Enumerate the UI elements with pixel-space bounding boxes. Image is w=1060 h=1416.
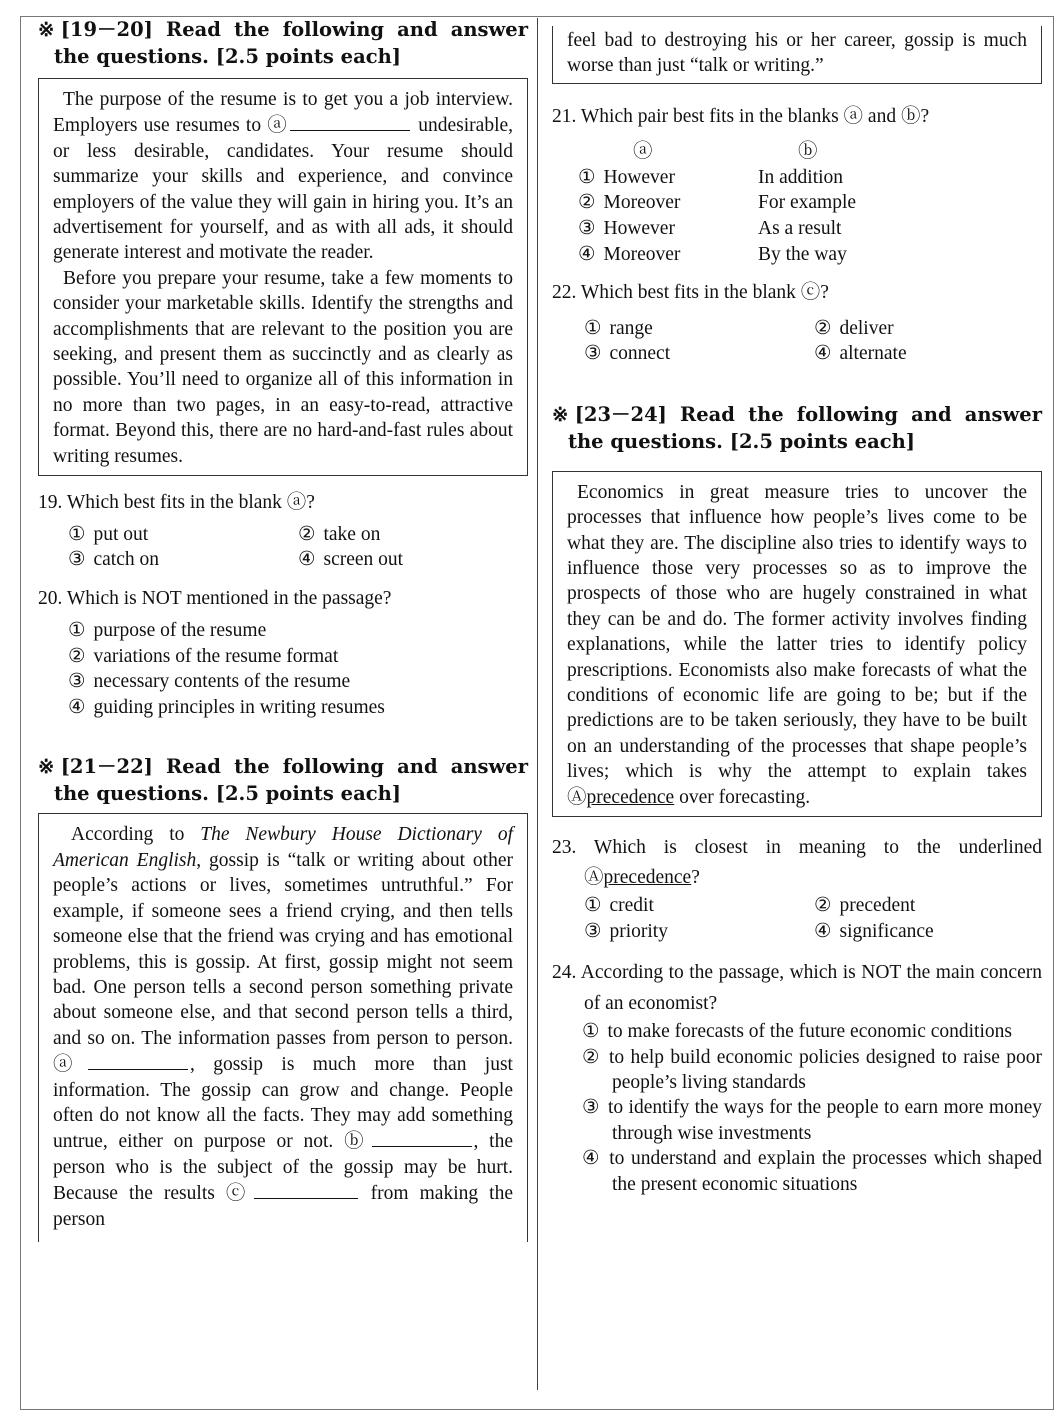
option-grid	[68, 522, 528, 573]
question-21	[552, 104, 1042, 267]
passage-text: Before you prepare your resume, take a few moments to consider your marketable skills. Identify the strengths and accomplishments that are relevant to the position you are seeking, and present them as succinctly and as clearly as possible. You’ll need to organize all of this information in no more than two pages, in an easy-to-read, attractive format. Beyond this, there are no hard-and-fast rules about writing resumes.	[53, 267, 513, 467]
option-a[interactable]	[578, 165, 758, 191]
passage-21-22	[38, 813, 528, 1242]
option-text: By the way	[758, 243, 847, 265]
option[interactable]	[584, 893, 814, 919]
option-text: As a result	[758, 218, 842, 239]
option-text: For example	[758, 192, 857, 214]
option[interactable]	[582, 1019, 1042, 1044]
question-stem-text: 23. Which is closest in meaning to the underlined	[552, 837, 1042, 859]
option-b[interactable]	[758, 190, 958, 216]
option[interactable]	[68, 695, 528, 721]
option[interactable]	[814, 316, 1044, 342]
option-number: ①	[578, 166, 596, 188]
option[interactable]	[584, 919, 814, 945]
option[interactable]	[582, 1146, 1042, 1197]
pair-grid	[578, 139, 1042, 267]
question-stem-text: ?	[691, 867, 700, 889]
passage-21-22-continued	[552, 26, 1042, 84]
option-number: ②	[68, 645, 86, 667]
section-heading-text: [23－24] Read the following and answer the questions. [2.5 points each]	[568, 402, 1042, 453]
option-number: ①	[584, 895, 602, 917]
question-stem: 24. According to the passage, which is NOT the main concern of an economist?	[552, 962, 1042, 1015]
option[interactable]	[68, 522, 298, 548]
option[interactable]	[814, 893, 1044, 919]
option-number: ④	[814, 343, 832, 365]
passage-19-20	[38, 78, 528, 476]
option-text: However	[603, 166, 675, 188]
blank-marker: ⓑ	[344, 1131, 370, 1153]
option-text: alternate	[839, 343, 907, 365]
option-text: significance	[839, 920, 934, 942]
option-a[interactable]	[578, 190, 758, 216]
passage-text: feel bad to destroying his or her career, gossip is much worse than just “talk or writing.”	[567, 30, 1027, 77]
blank-line	[290, 112, 410, 131]
question-22	[552, 280, 1042, 367]
book-title: The Newbury House Dictionary of American English	[53, 824, 514, 871]
option[interactable]	[298, 522, 528, 548]
section-heading-text: [19－20] Read the following and answer the questions. [2.5 points each]	[54, 18, 528, 68]
option-b[interactable]	[758, 165, 958, 191]
blank-marker: ⓒ	[225, 1183, 252, 1205]
option[interactable]	[582, 1045, 1042, 1096]
option-number: ①	[68, 523, 86, 545]
option-text: to identify the ways for the people to earn more money through wise investments	[608, 1097, 1042, 1144]
passage-text: , gossip is much more than just information. The gossip can grow and change. People often do not know all the facts. They may add something untrue, either on purpose or not.	[53, 1054, 513, 1153]
section-heading-21-22	[38, 753, 528, 807]
option-number: ①	[582, 1021, 600, 1043]
option-number: ③	[584, 343, 602, 365]
option-grid	[584, 893, 1042, 944]
question-stem	[552, 833, 1042, 893]
option-number: ④	[578, 243, 596, 265]
option-list	[552, 1019, 1042, 1197]
question-stem: 19. Which best fits in the blank ⓐ?	[38, 492, 315, 514]
option-text: priority	[609, 920, 668, 942]
option[interactable]	[68, 547, 298, 573]
option[interactable]	[68, 669, 528, 695]
option-number: ③	[68, 549, 86, 571]
right-column	[552, 16, 1042, 1197]
option-number: ②	[814, 317, 832, 339]
option-text: However	[603, 218, 675, 239]
passage-text: , the person who is the subject of the gossip may be hurt. Because the results	[53, 1131, 514, 1205]
column-head-a: ⓐ	[633, 141, 653, 163]
option-text: catch on	[93, 549, 159, 571]
option-text: to understand and explain the processes which shaped the present economic situations	[609, 1148, 1042, 1195]
left-column	[38, 16, 528, 1242]
option-grid	[584, 316, 1042, 367]
option-number: ④	[68, 696, 86, 718]
option-text: take on	[323, 523, 381, 545]
option-text: Moreover	[603, 192, 681, 214]
passage-paragraph	[567, 28, 1027, 79]
blank-line	[372, 1128, 472, 1147]
option-list	[68, 618, 528, 720]
option-text: precedent	[839, 895, 916, 917]
passage-text: Economics in great measure tries to uncover the processes that influence how people’s lives come to be what they are. The discipline also tries to identify ways to influence those very processes so as to improve the prospects of those who are hugely constrained in what they can be and do. The former activity involves finding explanations, while the latter tries to identify policy prescriptions. Economists also make forecasts of what the conditions of economic life are going to be; but if the predictions are to be taken seriously, they have to be built on an understanding of the processes that shape people’s lives; which is why the attempt to explain takes	[567, 481, 1027, 783]
option-number: ④	[298, 549, 316, 571]
question-stem: 21. Which pair best fits in the blanks ⓐ and ⓑ?	[552, 105, 930, 127]
underlined-word: precedence	[603, 867, 692, 889]
option-number: ④	[814, 920, 832, 942]
underline-marker: Ⓐ	[584, 867, 604, 889]
passage-paragraph	[53, 87, 513, 266]
option-number: ②	[578, 192, 596, 214]
option[interactable]	[814, 341, 1044, 367]
passage-paragraph	[53, 822, 513, 1232]
blank-line	[254, 1180, 358, 1199]
option-number: ②	[298, 523, 316, 545]
option-text: range	[609, 317, 653, 339]
section-heading-19-20	[38, 16, 528, 70]
section-heading-text: [21－22] Read the following and answer the questions. [2.5 points each]	[54, 755, 528, 806]
blank-marker: ⓐ	[267, 115, 289, 137]
option[interactable]	[582, 1095, 1042, 1146]
question-24	[552, 957, 1042, 1197]
option-text: purpose of the resume	[93, 620, 267, 642]
option-text: connect	[609, 343, 671, 365]
option-a[interactable]	[578, 242, 758, 268]
question-19	[38, 490, 528, 573]
question-20	[38, 586, 528, 721]
option-text: necessary contents of the resume	[93, 671, 351, 693]
option-number: ③	[578, 218, 596, 239]
option-b[interactable]	[758, 216, 958, 242]
reference-mark: ※	[38, 755, 61, 779]
option-b[interactable]	[758, 242, 958, 268]
blank-line	[88, 1051, 188, 1070]
option-number: ④	[582, 1148, 602, 1170]
passage-text: , gossip is “talk or writing about other people’s actions or lives, sometimes untruthful.” For example, if someone sees a friend crying, and then tells someone else that the friend was crying and has emotional problems, this is gossip. At first, gossip might not seem bad. One person tells a second person something private about someone else, and that second person tells a third, and so on. The information passes from person to person.	[53, 849, 513, 1049]
passage-paragraph	[53, 266, 513, 469]
option-text: to help build economic policies designed to raise poor people’s living standards	[608, 1046, 1042, 1094]
option-number: ③	[584, 920, 602, 942]
option[interactable]	[814, 919, 1044, 945]
passage-text: undesirable, or less desirable, candidates. Your resume should summarize your skills and experience, and convince employers of the value they will gain in hiring you. It’s an advertisement for yourself, and as with all ads, it should generate interest and motivate the reader.	[53, 115, 514, 264]
option[interactable]	[68, 644, 528, 670]
passage-text: from making the person	[53, 1183, 513, 1230]
option[interactable]	[298, 547, 528, 573]
option-text: deliver	[839, 317, 894, 339]
option-text: put out	[93, 523, 149, 545]
option-text: guiding principles in writing resumes	[93, 696, 385, 718]
option-number: ③	[582, 1097, 600, 1119]
option-a[interactable]	[578, 216, 758, 242]
passage-text: The purpose of the resume is to get you a job interview. Employers use resumes to	[53, 89, 513, 137]
blank-marker: ⓐ	[53, 1054, 86, 1076]
option-text: In addition	[758, 166, 844, 188]
option-text: credit	[609, 895, 654, 917]
passage-text: According to	[71, 824, 185, 846]
reference-mark: ※	[38, 18, 61, 41]
question-stem: 20. Which is NOT mentioned in the passage?	[38, 587, 392, 609]
option-number: ②	[582, 1046, 601, 1068]
option[interactable]	[584, 316, 814, 342]
option-number: ①	[68, 620, 86, 642]
passage-text: over forecasting.	[679, 786, 811, 808]
column-head-b: ⓑ	[798, 141, 818, 163]
option-number: ③	[68, 671, 86, 693]
option[interactable]	[584, 341, 814, 367]
underlined-word: precedence	[586, 786, 675, 808]
question-stem: 22. Which best fits in the blank ⓒ?	[552, 282, 829, 304]
column-divider	[537, 18, 538, 1390]
section-heading-23-24	[552, 401, 1042, 455]
option[interactable]	[68, 618, 528, 644]
option-text: screen out	[323, 549, 404, 571]
reference-mark: ※	[552, 402, 575, 426]
passage-paragraph	[567, 480, 1027, 810]
option-text: to make forecasts of the future economic conditions	[607, 1021, 1012, 1043]
option-text: Moreover	[603, 243, 681, 265]
option-number: ①	[584, 317, 602, 339]
option-text: variations of the resume format	[93, 645, 339, 667]
underline-marker: Ⓐ	[567, 786, 587, 808]
question-23	[552, 833, 1042, 944]
option-number: ②	[814, 895, 832, 917]
passage-23-24	[552, 471, 1042, 817]
